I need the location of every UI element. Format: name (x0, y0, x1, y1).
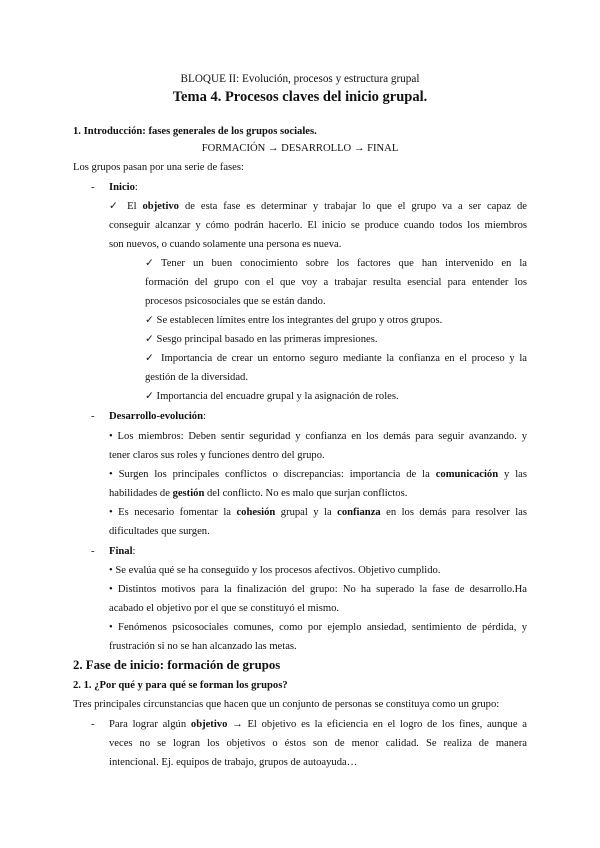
check-icon: ✓ (145, 258, 154, 269)
bullet-icon: • (109, 622, 113, 633)
reason-item-line: intencional. Ej. equipos de trabajo, grupos de autoayuda… (109, 757, 358, 768)
block-title: BLOQUE II: Evolución, procesos y estructura grupal (180, 73, 420, 85)
final-item-line: • Fenómenos psicosociales comunes, como por ejemplo ansiedad, sentimiento de pérdida, y (109, 622, 527, 633)
topic-title: Tema 4. Procesos claves del inicio grupal. (172, 89, 428, 105)
section-2-heading: 2. Fase de inicio: formación de grupos (73, 658, 281, 672)
check-item: ✓ Sesgo principal basado en las primeras impresiones. (145, 334, 378, 345)
inicio-heading: Inicio: (109, 182, 138, 193)
check-item: ✓ Se establecen límites entre los integrantes del grupo y otros grupos. (145, 315, 443, 326)
reason-item-line: Para lograr algún objetivo → El objetivo es la eficiencia en el logro de los fines, aunque a (109, 719, 528, 730)
dash-bullet: - (91, 546, 95, 557)
bullet-icon: • (109, 431, 113, 442)
desarrollo-item-line: tener claros sus roles y funciones dentro del grupo. (109, 450, 325, 461)
dash-bullet: - (91, 411, 95, 422)
final-item-line: • Distintos motivos para la finalización del grupo: No ha superado la fase de desarrollo.Ha (109, 584, 527, 595)
final-item-line: acabado el objetivo por el que se constituyó el mismo. (109, 603, 340, 614)
desarrollo-heading: Desarrollo-evolución: (109, 411, 206, 422)
check-icon: ✓ (145, 315, 154, 326)
check-icon: ✓ (145, 353, 154, 364)
reason-item-line: veces no se logran los objetivos o éstos son de menor calidad. Se realiza de manera (109, 738, 527, 749)
inicio-paragraph-line: son nuevos, o cuando solamente una persona es nueva. (109, 239, 342, 250)
check-item-line: Importancia de crear un entorno seguro mediante la confianza en el proceso y la (161, 353, 527, 364)
phases-intro: Los grupos pasan por una serie de fases: (73, 162, 244, 173)
check-icon: ✓ (109, 201, 122, 212)
dash-bullet: - (91, 182, 95, 193)
check-item-line: procesos psicosociales que se están dando. (145, 296, 326, 307)
check-item-line: formación del grupo con el que voy a trabajar resulta esencial para entender los (145, 277, 527, 288)
bullet-icon: • (109, 584, 113, 595)
bullet-icon: • (109, 469, 113, 480)
dash-bullet: - (91, 719, 95, 730)
final-item: • Se evalúa qué se ha conseguido y los procesos afectivos. Objetivo cumplido. (109, 565, 441, 576)
desarrollo-item-line: dificultades que surgen. (109, 526, 210, 537)
subsection-heading: 2. 1. ¿Por qué y para qué se forman los grupos? (73, 680, 288, 691)
check-icon: ✓ (145, 334, 154, 345)
final-heading: Final: (109, 546, 136, 557)
section-2-intro: Tres principales circunstancias que hacen que un conjunto de personas se constituya como un grupo: (73, 699, 500, 710)
check-item: ✓ Importancia del encuadre grupal y la asignación de roles. (145, 391, 399, 402)
final-item-line: frustración si no se han alcanzado las metas. (109, 641, 297, 652)
phases-flow: FORMACIÓN → DESARROLLO → FINAL (201, 143, 399, 154)
check-item-line: gestión de la diversidad. (145, 372, 248, 383)
check-icon: ✓ (145, 391, 154, 402)
bullet-icon: • (109, 507, 113, 518)
desarrollo-item-line: • Surgen los principales conflictos o discrepancias: importancia de la comunicación y las (109, 469, 527, 480)
check-item-line: Tener un buen conocimiento sobre los factores que han intervenido en la (161, 258, 527, 269)
section-1-heading: 1. Introducción: fases generales de los grupos sociales. (73, 126, 317, 137)
inicio-paragraph-line: conseguir alcanzar y cómo podrán hacerlo. El inicio se produce cuando todos los miembros (109, 220, 527, 231)
inicio-paragraph-line: ✓ El objetivo de esta fase es determinar y trabajar lo que el grupo va a ser capaz de (109, 201, 527, 212)
desarrollo-item-line: habilidades de gestión del conflicto. No es malo que surjan conflictos. (109, 488, 408, 499)
desarrollo-item-line: • Los miembros: Deben sentir seguridad y confianza en los demás para seguir avanzando. y (109, 431, 527, 442)
bullet-icon: • (109, 565, 113, 576)
desarrollo-item-line: • Es necesario fomentar la cohesión grupal y la confianza en los demás para resolver las (109, 507, 527, 518)
